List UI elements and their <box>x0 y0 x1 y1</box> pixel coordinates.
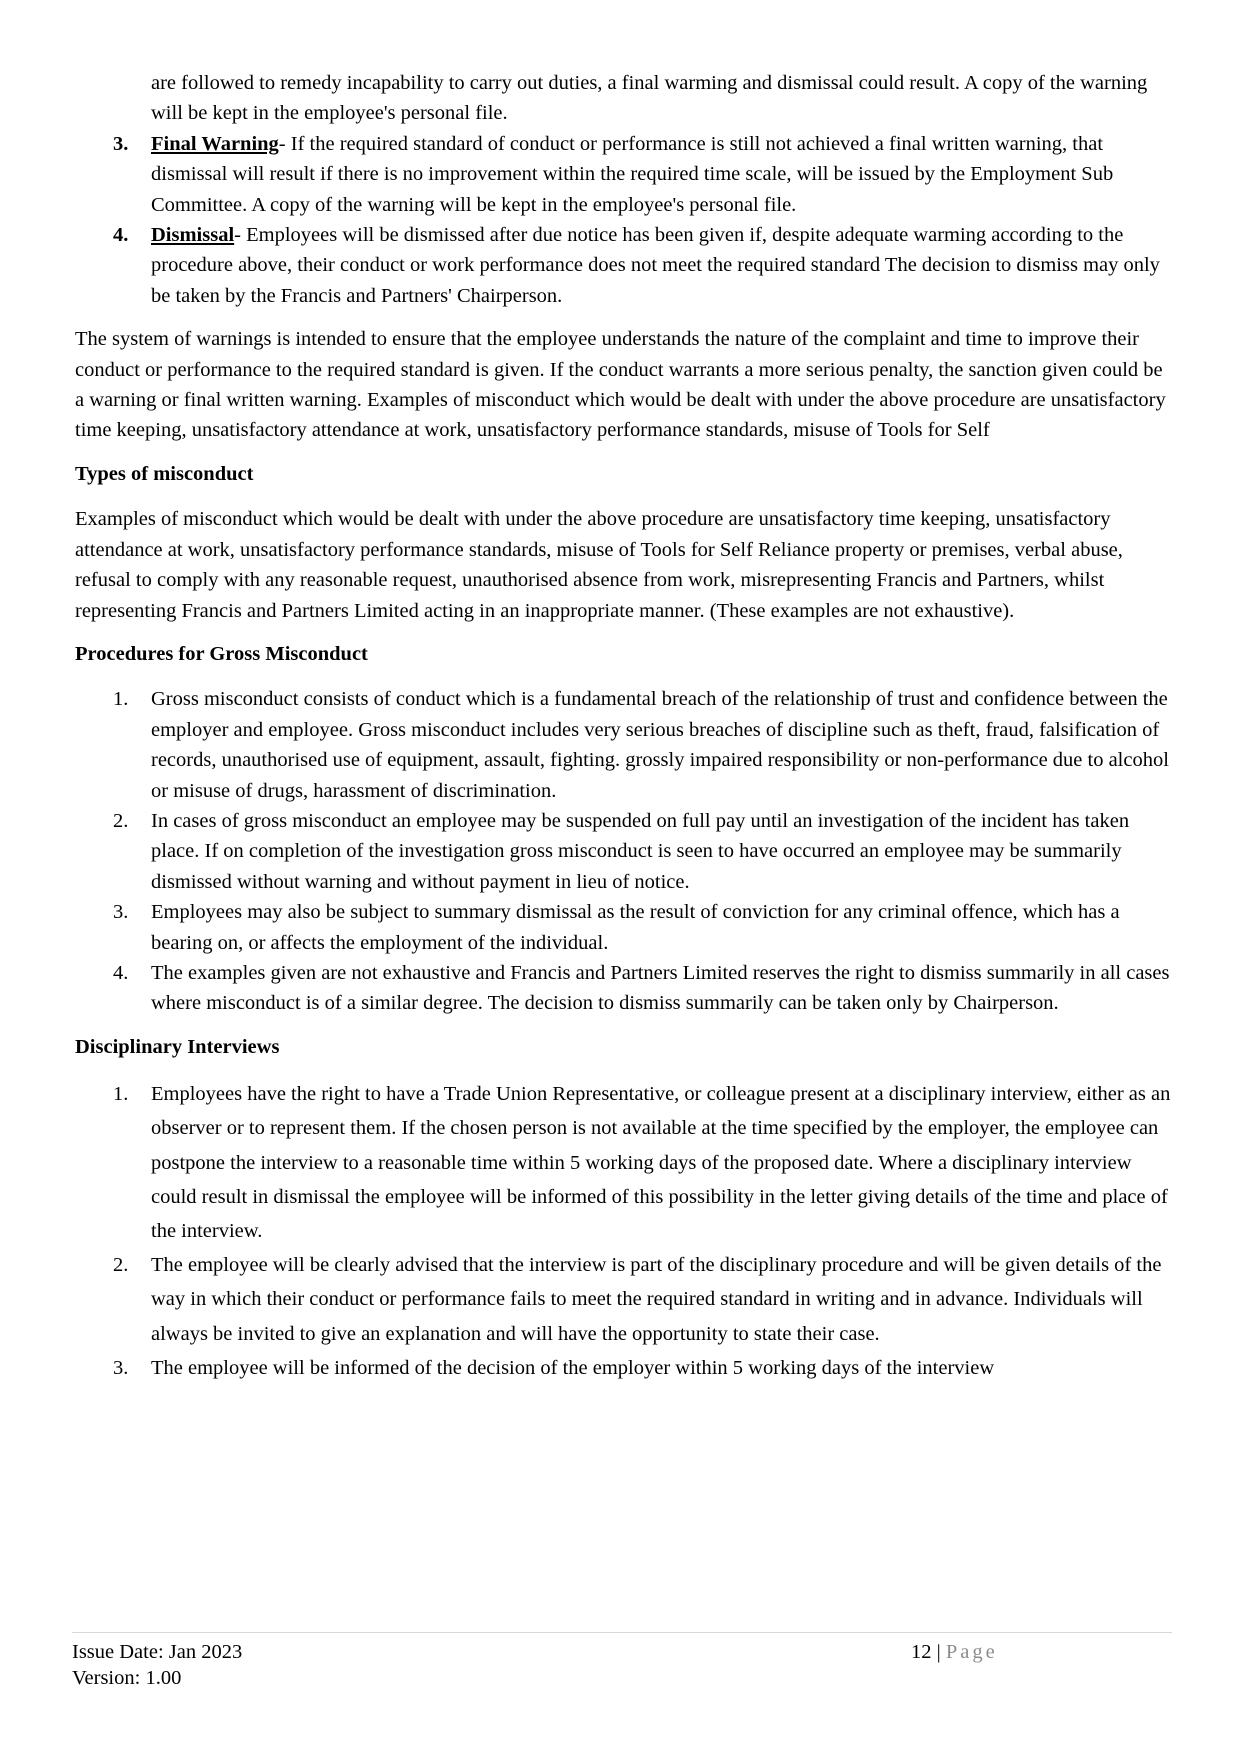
version: Version: 1.00 <box>72 1667 182 1689</box>
disciplinary-interviews-list <box>75 1077 1175 1385</box>
continued-warning-list <box>75 68 1175 311</box>
list-number: 2. <box>113 1254 129 1277</box>
list-item-text: The employee will be clearly advised that the interview is part of the disciplinary procedure and will be given details of the way in which their conduct or performance fails to meet the required standard in writing and in advance. Individuals will always be invited to give an explanation and will have the opportunity to state their case. <box>151 1254 1162 1345</box>
list-item <box>75 129 1175 220</box>
warnings-paragraph: The system of warnings is intended to ensure that the employee understands the nature of the complaint and time to improve their conduct or performance to the required standard is given. If the conduct warrants a more serious penalty, the sanction given could be a warning or final written warning. Examples of misconduct which would be dealt with under the above procedure are unsatisfactory time keeping, unsatisfactory attendance at work, unsatisfactory performance standards, misuse of Tools for Self <box>75 328 1166 442</box>
list-number: 3. <box>113 132 129 155</box>
disciplinary-interviews-heading: Disciplinary Interviews <box>75 1035 280 1058</box>
list-item <box>75 806 1175 897</box>
document-body <box>75 68 1175 1385</box>
gross-misconduct-heading: Procedures for Gross Misconduct <box>75 642 368 665</box>
final-warning-term: Final Warning <box>151 132 279 155</box>
gross-misconduct-list <box>75 684 1175 1018</box>
list-item <box>75 68 1175 129</box>
list-item <box>75 1351 1175 1385</box>
page-word: Page <box>945 1641 998 1663</box>
list-item-text: - If the required standard of conduct or performance is still not achieved a final written warning, that dismissal will result if there is no improvement within the required time scale, will be issued by the Employment Sub Committee. A copy of the warning will be kept in the employee's personal file. <box>151 132 1114 216</box>
list-number: 3. <box>113 901 129 924</box>
list-item-text: Employees have the right to have a Trade Union Representative, or colleague present at a disciplinary interview, either as an observer or to represent them. If the chosen person is not available at the time specified by the employer, the employee can postpone the interview to a reasonable time within 5 working days of the proposed date. Where a disciplinary interview could result in dismissal the employee will be informed of this possibility in the letter giving details of the time and place of the interview. <box>151 1083 1171 1242</box>
list-item <box>75 220 1175 311</box>
list-item-text: Gross misconduct consists of conduct which is a fundamental breach of the relationship of trust and confidence between the employer and employee. Gross misconduct includes very serious breaches of discipline such as theft, fraud, falsification of records, unauthorised use of equipment, assault, fighting. grossly impaired responsibility or non-performance due to alcohol or misuse of drugs, harassment of discrimination. <box>151 688 1169 802</box>
list-item-text: Employees may also be subject to summary dismissal as the result of conviction for any criminal offence, which has a bearing on, or affects the employment of the individual. <box>151 901 1120 954</box>
list-item <box>75 1077 1175 1248</box>
list-item-text: The examples given are not exhaustive and Francis and Partners Limited reserves the right to dismiss summarily in all cases where misconduct is of a similar degree. The decision to dismiss summarily can be taken only by Chairperson. <box>151 961 1170 1015</box>
page-number: 12 <box>911 1641 932 1663</box>
list-number: 3. <box>113 1356 129 1379</box>
list-number: 1. <box>113 1083 129 1106</box>
list-number: 2. <box>113 809 129 832</box>
list-item-text: - Employees will be dismissed after due notice has been given if, despite adequate warming according to the procedure above, their conduct or work performance does not meet the required standard The decision to dismiss may only be taken by the Francis and Partners' Chairperson. <box>151 224 1160 307</box>
list-item <box>75 897 1175 958</box>
issue-date: Issue Date: Jan 2023 <box>72 1641 243 1663</box>
list-item <box>75 684 1175 806</box>
dismissal-term: Dismissal <box>151 224 235 247</box>
list-item-text: are followed to remedy incapability to carry out duties, a final warming and dismissal could result. A copy of the warning will be kept in the employee's personal file. <box>151 72 1148 125</box>
list-item-text: In cases of gross misconduct an employee may be suspended on full pay until an investigation of the incident has taken place. If on completion of the investigation gross misconduct is seen to have occurred an employee may be summarily dismissed without warning and without payment in lieu of notice. <box>151 809 1130 893</box>
types-of-misconduct-heading: Types of misconduct <box>75 462 254 485</box>
list-number: 4. <box>113 961 129 984</box>
list-item <box>75 1248 1175 1351</box>
page-footer <box>72 1632 1172 1691</box>
list-item <box>75 958 1175 1019</box>
list-number: 4. <box>113 224 129 247</box>
types-of-misconduct-paragraph: Examples of misconduct which would be dealt with under the above procedure are unsatisfactory time keeping, unsatisfactory attendance at work, unsatisfactory performance standards, misuse of Tools for Self Reliance property or premises, verbal abuse, refusal to comply with any reasonable request, unauthorised absence from work, misrepresenting Francis and Partners, whilst representing Francis and Partners Limited acting in an inappropriate manner. (These examples are not exhaustive). <box>75 508 1123 622</box>
list-number: 1. <box>113 688 129 711</box>
list-item-text: The employee will be informed of the decision of the employer within 5 working days of the interview <box>151 1356 995 1379</box>
page-number-label <box>911 1639 998 1665</box>
page-separator: | <box>931 1641 946 1663</box>
